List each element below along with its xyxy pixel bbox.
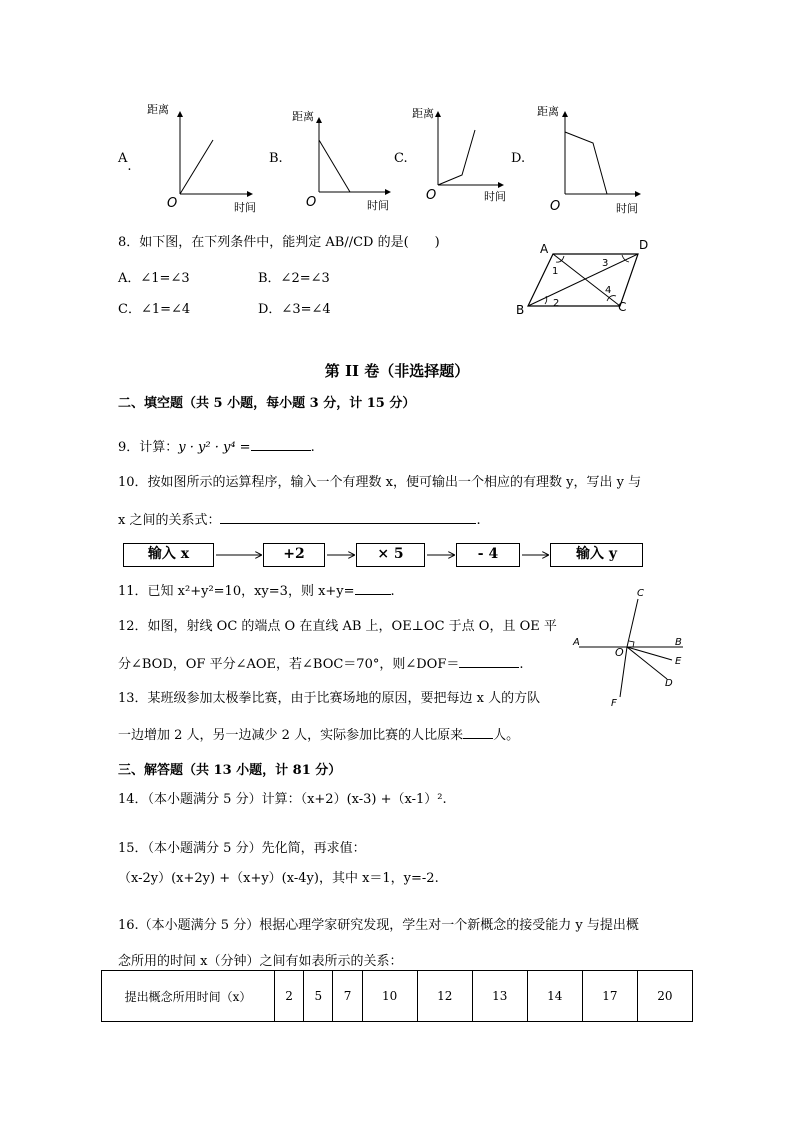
svg-text:3: 3 [602, 258, 609, 269]
graph-a-xlabel: 时间 [234, 201, 256, 214]
table-cell: 20 [637, 971, 692, 1022]
graph-d-xlabel: 时间 [616, 202, 638, 215]
table-cell: 13 [472, 971, 527, 1022]
flow-plus2-box: +2 [263, 543, 325, 567]
q12-answer-blank[interactable] [459, 655, 519, 668]
flow-minus4-box: - 4 [456, 543, 520, 567]
q8-question: 8．如下图，在下列条件中，能判定 AB//CD 的是( ) [118, 235, 440, 250]
graph-a [147, 103, 256, 214]
q16-line2: 念所用的时间 x（分钟）之间有如表所示的关系： [118, 954, 403, 969]
table-cell: 5 [304, 971, 333, 1022]
graph-b-ylabel: 距离 [292, 110, 314, 123]
svg-text:4: 4 [605, 285, 612, 296]
graph-c-xlabel: 时间 [484, 190, 506, 203]
graph-c-ylabel: 距离 [412, 107, 434, 120]
svg-text:A: A [540, 242, 549, 256]
q13-answer-blank[interactable] [463, 726, 493, 739]
q15-line2: （x-2y）(x+2y) +（x+y）(x-4y)，其中 x＝1，y=-2. [118, 871, 439, 886]
table-cell: 7 [333, 971, 362, 1022]
table-cell: 2 [275, 971, 304, 1022]
svg-text:C: C [618, 300, 627, 314]
graph-a-ylabel: 距离 [147, 103, 169, 116]
table-header-cell: 提出概念所用时间（x） [102, 971, 275, 1022]
q15-line1: 15．（本小题满分 5 分）先化简，再求值： [118, 841, 366, 856]
q8-option-b: B．∠2=∠3 [258, 271, 330, 286]
q8-option-d: D．∠3=∠4 [258, 302, 331, 317]
svg-text:1: 1 [552, 266, 559, 277]
q9: 9．计算：y · y² · y⁴ = . [118, 440, 315, 455]
q9-answer-blank[interactable] [251, 438, 311, 451]
graph-a-origin: O [167, 196, 178, 211]
graph-d [537, 105, 640, 215]
q16-table [101, 970, 693, 1022]
svg-text:B: B [516, 303, 525, 317]
q10-answer-blank[interactable] [220, 511, 476, 524]
q10-line2: x 之间的关系式： . [118, 513, 481, 528]
flow-output-box: 输入 y [550, 543, 643, 567]
table-cell: 14 [527, 971, 582, 1022]
svg-text:O: O [615, 646, 624, 659]
svg-text:F: F [611, 698, 617, 709]
q11: 11．已知 x²+y²=10，xy=3，则 x+y= . [118, 584, 395, 599]
svg-text:B: B [675, 637, 682, 648]
graph-d-ylabel: 距离 [537, 105, 559, 118]
section-2-heading: 二、填空题（共 5 小题，每小题 3 分，计 15 分） [118, 396, 416, 411]
q10-line1: 10．按如图所示的运算程序，输入一个有理数 x，便可输出一个相应的有理数 y，写出 y 与 [118, 475, 642, 490]
option-c-label: C. [394, 151, 408, 166]
q8-option-a: A．∠1=∠3 [118, 271, 190, 286]
q13-line1: 13．某班级参加太极拳比赛，由于比赛场地的原因，要把每边 x 人的方队 [118, 691, 541, 706]
section-title: 第 II 卷（非选择题） [324, 362, 470, 380]
table-cell: 12 [417, 971, 472, 1022]
svg-text:A: A [573, 637, 580, 648]
section-3-heading: 三、解答题（共 13 小题，计 81 分） [118, 763, 342, 778]
q16-line1: 16.（本小题满分 5 分）根据心理学家研究发现，学生对一个新概念的接受能力 y 与提出概 [118, 918, 639, 933]
graph-b-xlabel: 时间 [367, 199, 389, 212]
table-cell: 17 [582, 971, 637, 1022]
graph-b [292, 110, 390, 212]
q8-option-c: C．∠1=∠4 [118, 302, 191, 317]
table-cell: 10 [362, 971, 417, 1022]
option-d-label: D. [511, 151, 526, 166]
flow-input-box: 输入 x [123, 543, 214, 567]
q7-graphs [0, 0, 794, 230]
svg-text:E: E [675, 656, 682, 667]
q14: 14．（本小题满分 5 分）计算：（x+2）(x-3) +（x-1）². [118, 792, 447, 807]
rays-figure [565, 585, 695, 710]
graph-c-origin: O [426, 188, 437, 203]
graph-d-origin: O [550, 199, 561, 214]
flow-arrows [0, 543, 794, 569]
q12-line2: 分∠BOD，OF 平分∠AOE，若∠BOC＝70°，则∠DOF＝ . [118, 657, 524, 672]
flow-times5-box: × 5 [356, 543, 425, 567]
q13-line2: 一边增加 2 人，另一边减少 2 人，实际参加比赛的人比原来 人。 [118, 728, 520, 743]
table-row [102, 971, 693, 1022]
option-a-label: A. [118, 151, 132, 174]
graph-c [412, 107, 506, 203]
graph-b-origin: O [306, 195, 317, 210]
option-b-label: B. [269, 151, 283, 166]
svg-text:D: D [639, 238, 649, 252]
svg-text:C: C [637, 588, 644, 599]
parallelogram-figure [500, 236, 660, 318]
q12-line1: 12．如图，射线 OC 的端点 O 在直线 AB 上，OE⊥OC 于点 O，且 OE 平 [118, 619, 557, 634]
svg-text:2: 2 [553, 298, 560, 309]
svg-text:D: D [665, 678, 673, 689]
q11-answer-blank[interactable] [355, 582, 391, 595]
